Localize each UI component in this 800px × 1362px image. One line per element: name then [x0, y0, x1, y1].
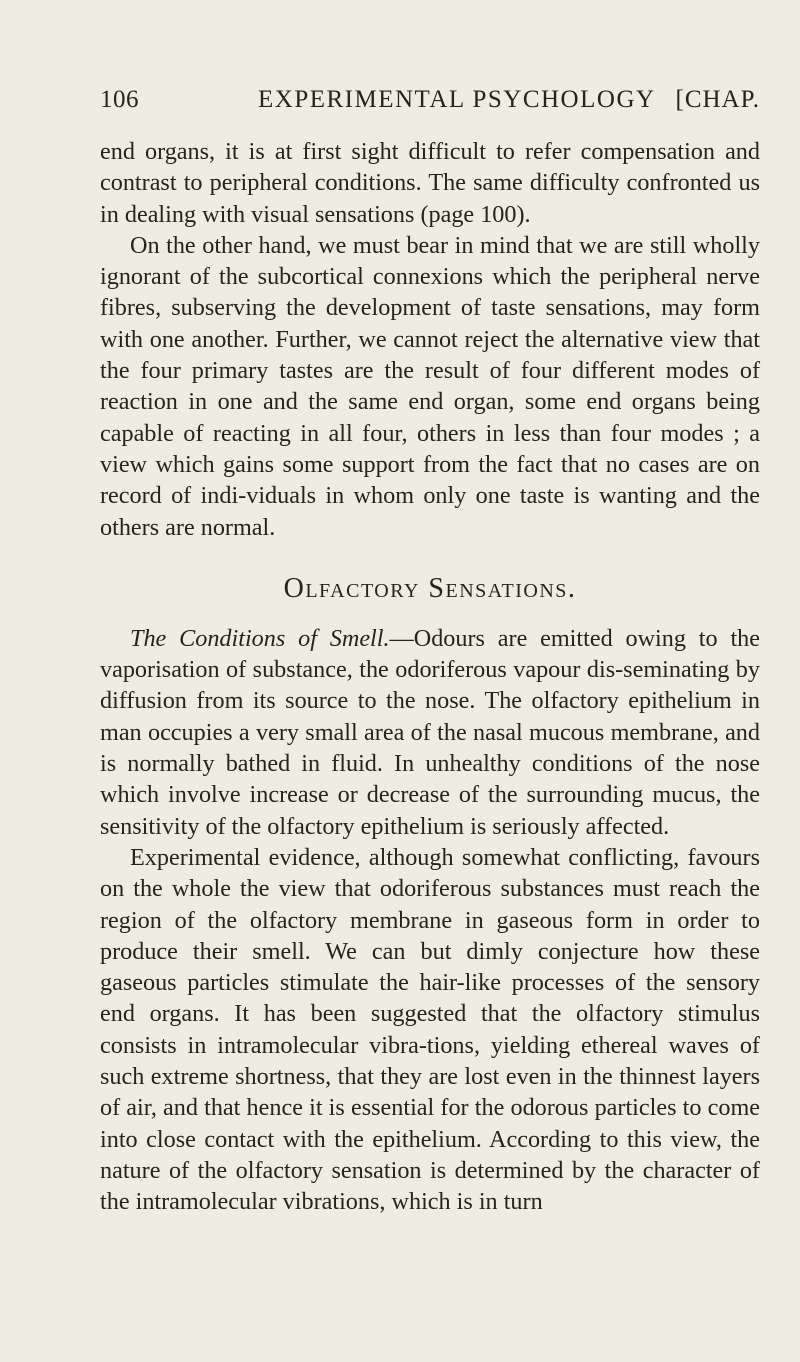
running-header	[100, 86, 760, 122]
page-number: 106	[100, 86, 139, 113]
running-title: EXPERIMENTAL PSYCHOLOGY	[258, 86, 656, 113]
paragraph-experimental-evidence: Experimental evidence, although somewhat conflicting, favours on the whole the view that odoriferous substances must reach the region of the olfactory membrane in gaseous form in order to produce their smell. We can but dimly conjecture how these gaseous particles stimulate the hair-like processes of the sensory end organs. It has been suggested that the olfactory stimulus consists in intramolecular vibra-tions, yielding ethereal waves of such extreme shortness, that they are lost even in the thinnest layers of air, and that hence it is essential for the odorous particles to come into close contact with the epithelium. According to this view, the nature of the olfactory sensation is determined by the character of the intramolecular vibrations, which is in turn	[100, 843, 760, 1216]
italic-lead: The Conditions of Smell.	[130, 624, 390, 652]
chapter-mark: [CHAP.	[675, 86, 760, 113]
paragraph-subcortical: On the other hand, we must bear in mind that we are still wholly ignorant of the subcortical connexions which the peripheral nerve fibres, subserving the development of taste sensations, may form with one another. Further, we cannot reject the alternative view that the four primary tastes are the result of four different modes of reaction in one and the same end organ, some end organs being capable of reacting in all four, others in less than four modes ; a view which gains some support from the fact that no cases are on record of indi-viduals in whom only one taste is wanting and the others are normal.	[100, 231, 760, 541]
paragraph-conditions-body: —Odours are emitted owing to the vaporisation of substance, the odoriferous vapour dis-seminating by diffusion from its source to the nose. The olfactory epithelium in man occupies a very small area of the nasal mucous membrane, and is normally bathed in fluid. In unhealthy conditions of the nose which involve increase or decrease of the surrounding mucus, the sensitivity of the olfactory epithelium is seriously affected.	[100, 624, 760, 840]
paragraph-continuation: end organs, it is at first sight difficult to refer compensation and contrast to peripheral conditions. The same difficulty confronted us in dealing with visual sensations (page 100).	[100, 138, 760, 228]
body-text	[100, 136, 760, 1218]
section-heading: Olfactory Sensations.	[283, 572, 577, 604]
paragraph-conditions-of-smell	[100, 623, 760, 842]
